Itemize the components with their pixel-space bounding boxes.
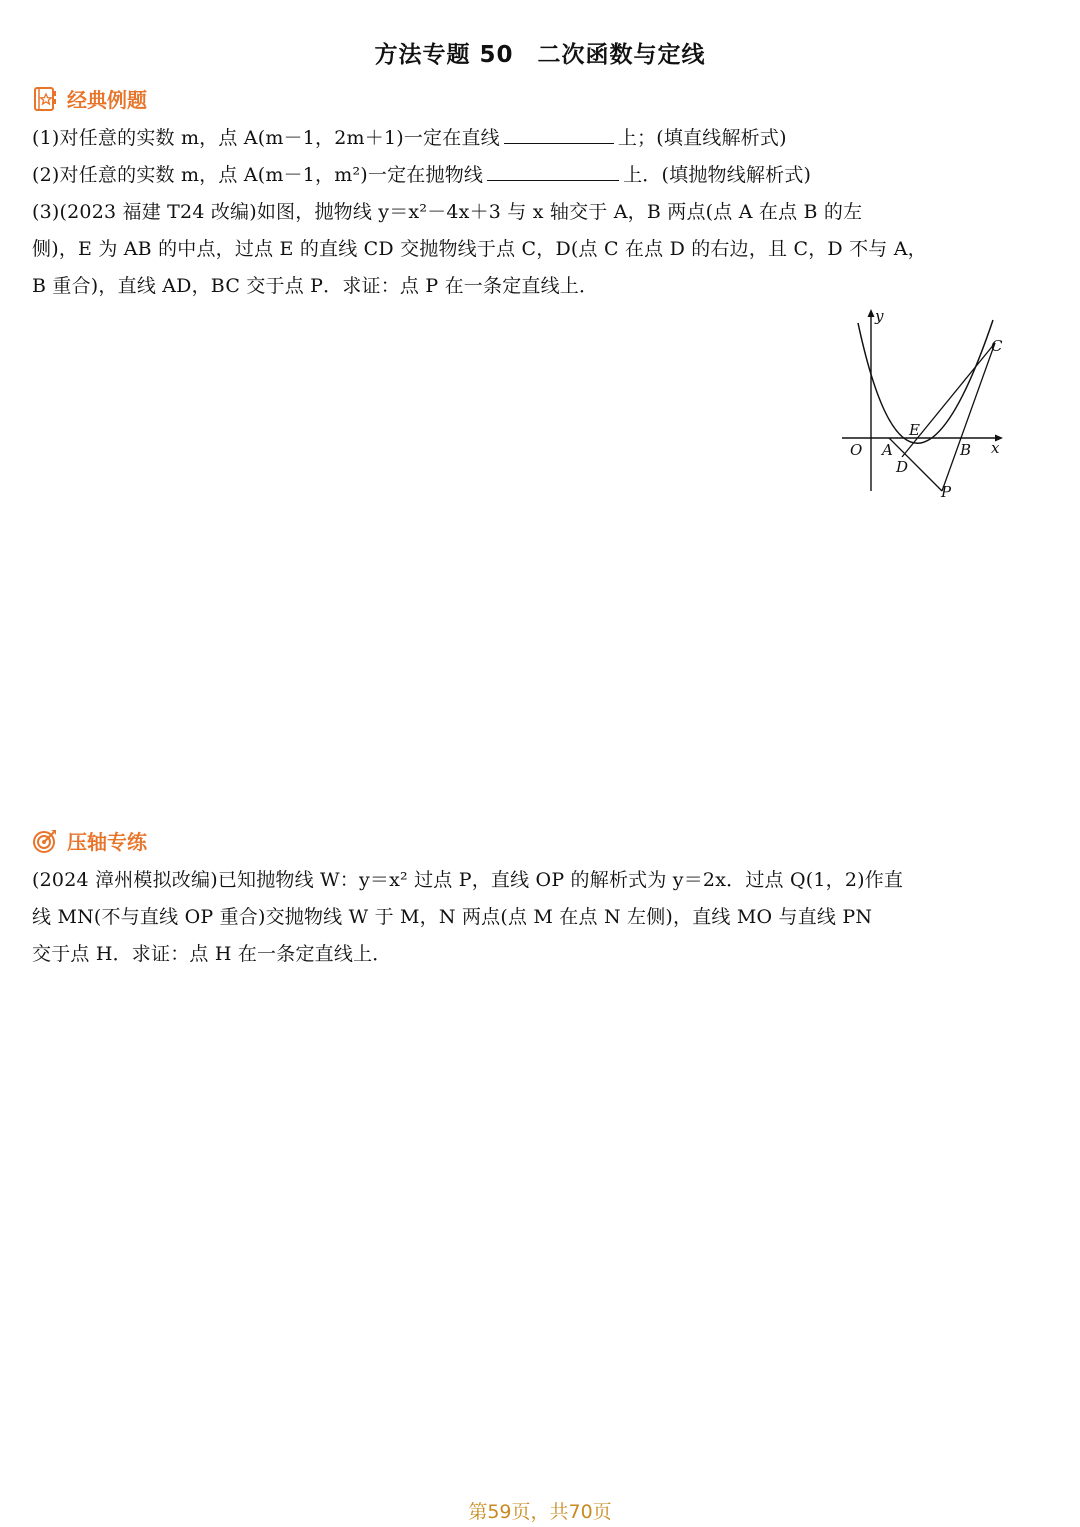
page-title: 方法专题 50 二次函数与定线 (374, 42, 706, 68)
problem-1 (32, 120, 787, 156)
label-y: y (875, 307, 884, 325)
section-heading-label: 经典例题 (67, 88, 147, 112)
target-icon (32, 828, 58, 854)
parabola-curve (858, 320, 993, 443)
problem-4-line-3: 交于点 H．求证：点 H 在一条定直线上． (32, 943, 392, 965)
label-B: B (960, 441, 972, 459)
parabola-figure (840, 305, 1020, 510)
label-O: O (850, 441, 863, 459)
problem-1-text-after: 上；(填直线解析式) (617, 127, 787, 149)
star-document-icon (32, 86, 58, 112)
problem-2-text-after: 上．(填抛物线解析式) (623, 164, 812, 186)
label-A: A (882, 441, 893, 459)
answer-blank-2[interactable] (487, 179, 619, 181)
problem-3-line-1: (3)(2023 福建 T24 改编)如图，抛物线 y＝x²－4x＋3 与 x 轴交于 A，B 两点(点 A 在点 B 的左 (32, 201, 863, 223)
label-C: C (991, 337, 1003, 355)
label-E: E (909, 421, 920, 439)
problem-2 (32, 157, 811, 193)
problem-3-line-2: 侧)，E 为 AB 的中点，过点 E 的直线 CD 交抛物线于点 C，D(点 C 在点 D 的右边，且 C，D 不与 A， (32, 238, 927, 260)
section-heading-label: 压轴专练 (67, 830, 147, 854)
y-axis-arrow (868, 309, 875, 317)
answer-blank-1[interactable] (504, 142, 614, 144)
problem-4-line-2: 线 MN(不与直线 OP 重合)交抛物线 W 于 M，N 两点(点 M 在点 N 左侧)，直线 MO 与直线 PN (32, 906, 873, 928)
problem-1-text: (1)对任意的实数 m，点 A(m－1，2m＋1)一定在直线 (32, 127, 500, 149)
section-heading-examples (32, 84, 147, 113)
label-D: D (896, 458, 909, 476)
problem-4-line-1: (2024 漳州模拟改编)已知抛物线 W：y＝x² 过点 P，直线 OP 的解析式为 y＝2x．过点 Q(1，2)作直 (32, 869, 904, 891)
label-x: x (991, 439, 1000, 457)
page-number: 第59页，共70页 (468, 1501, 612, 1523)
section-heading-practice (32, 826, 147, 855)
problem-2-text: (2)对任意的实数 m，点 A(m－1，m²)一定在抛物线 (32, 164, 484, 186)
label-P: P (941, 483, 952, 501)
line-CD (902, 343, 995, 457)
problem-3-line-3: B 重合)，直线 AD，BC 交于点 P．求证：点 P 在一条定直线上． (32, 275, 599, 297)
